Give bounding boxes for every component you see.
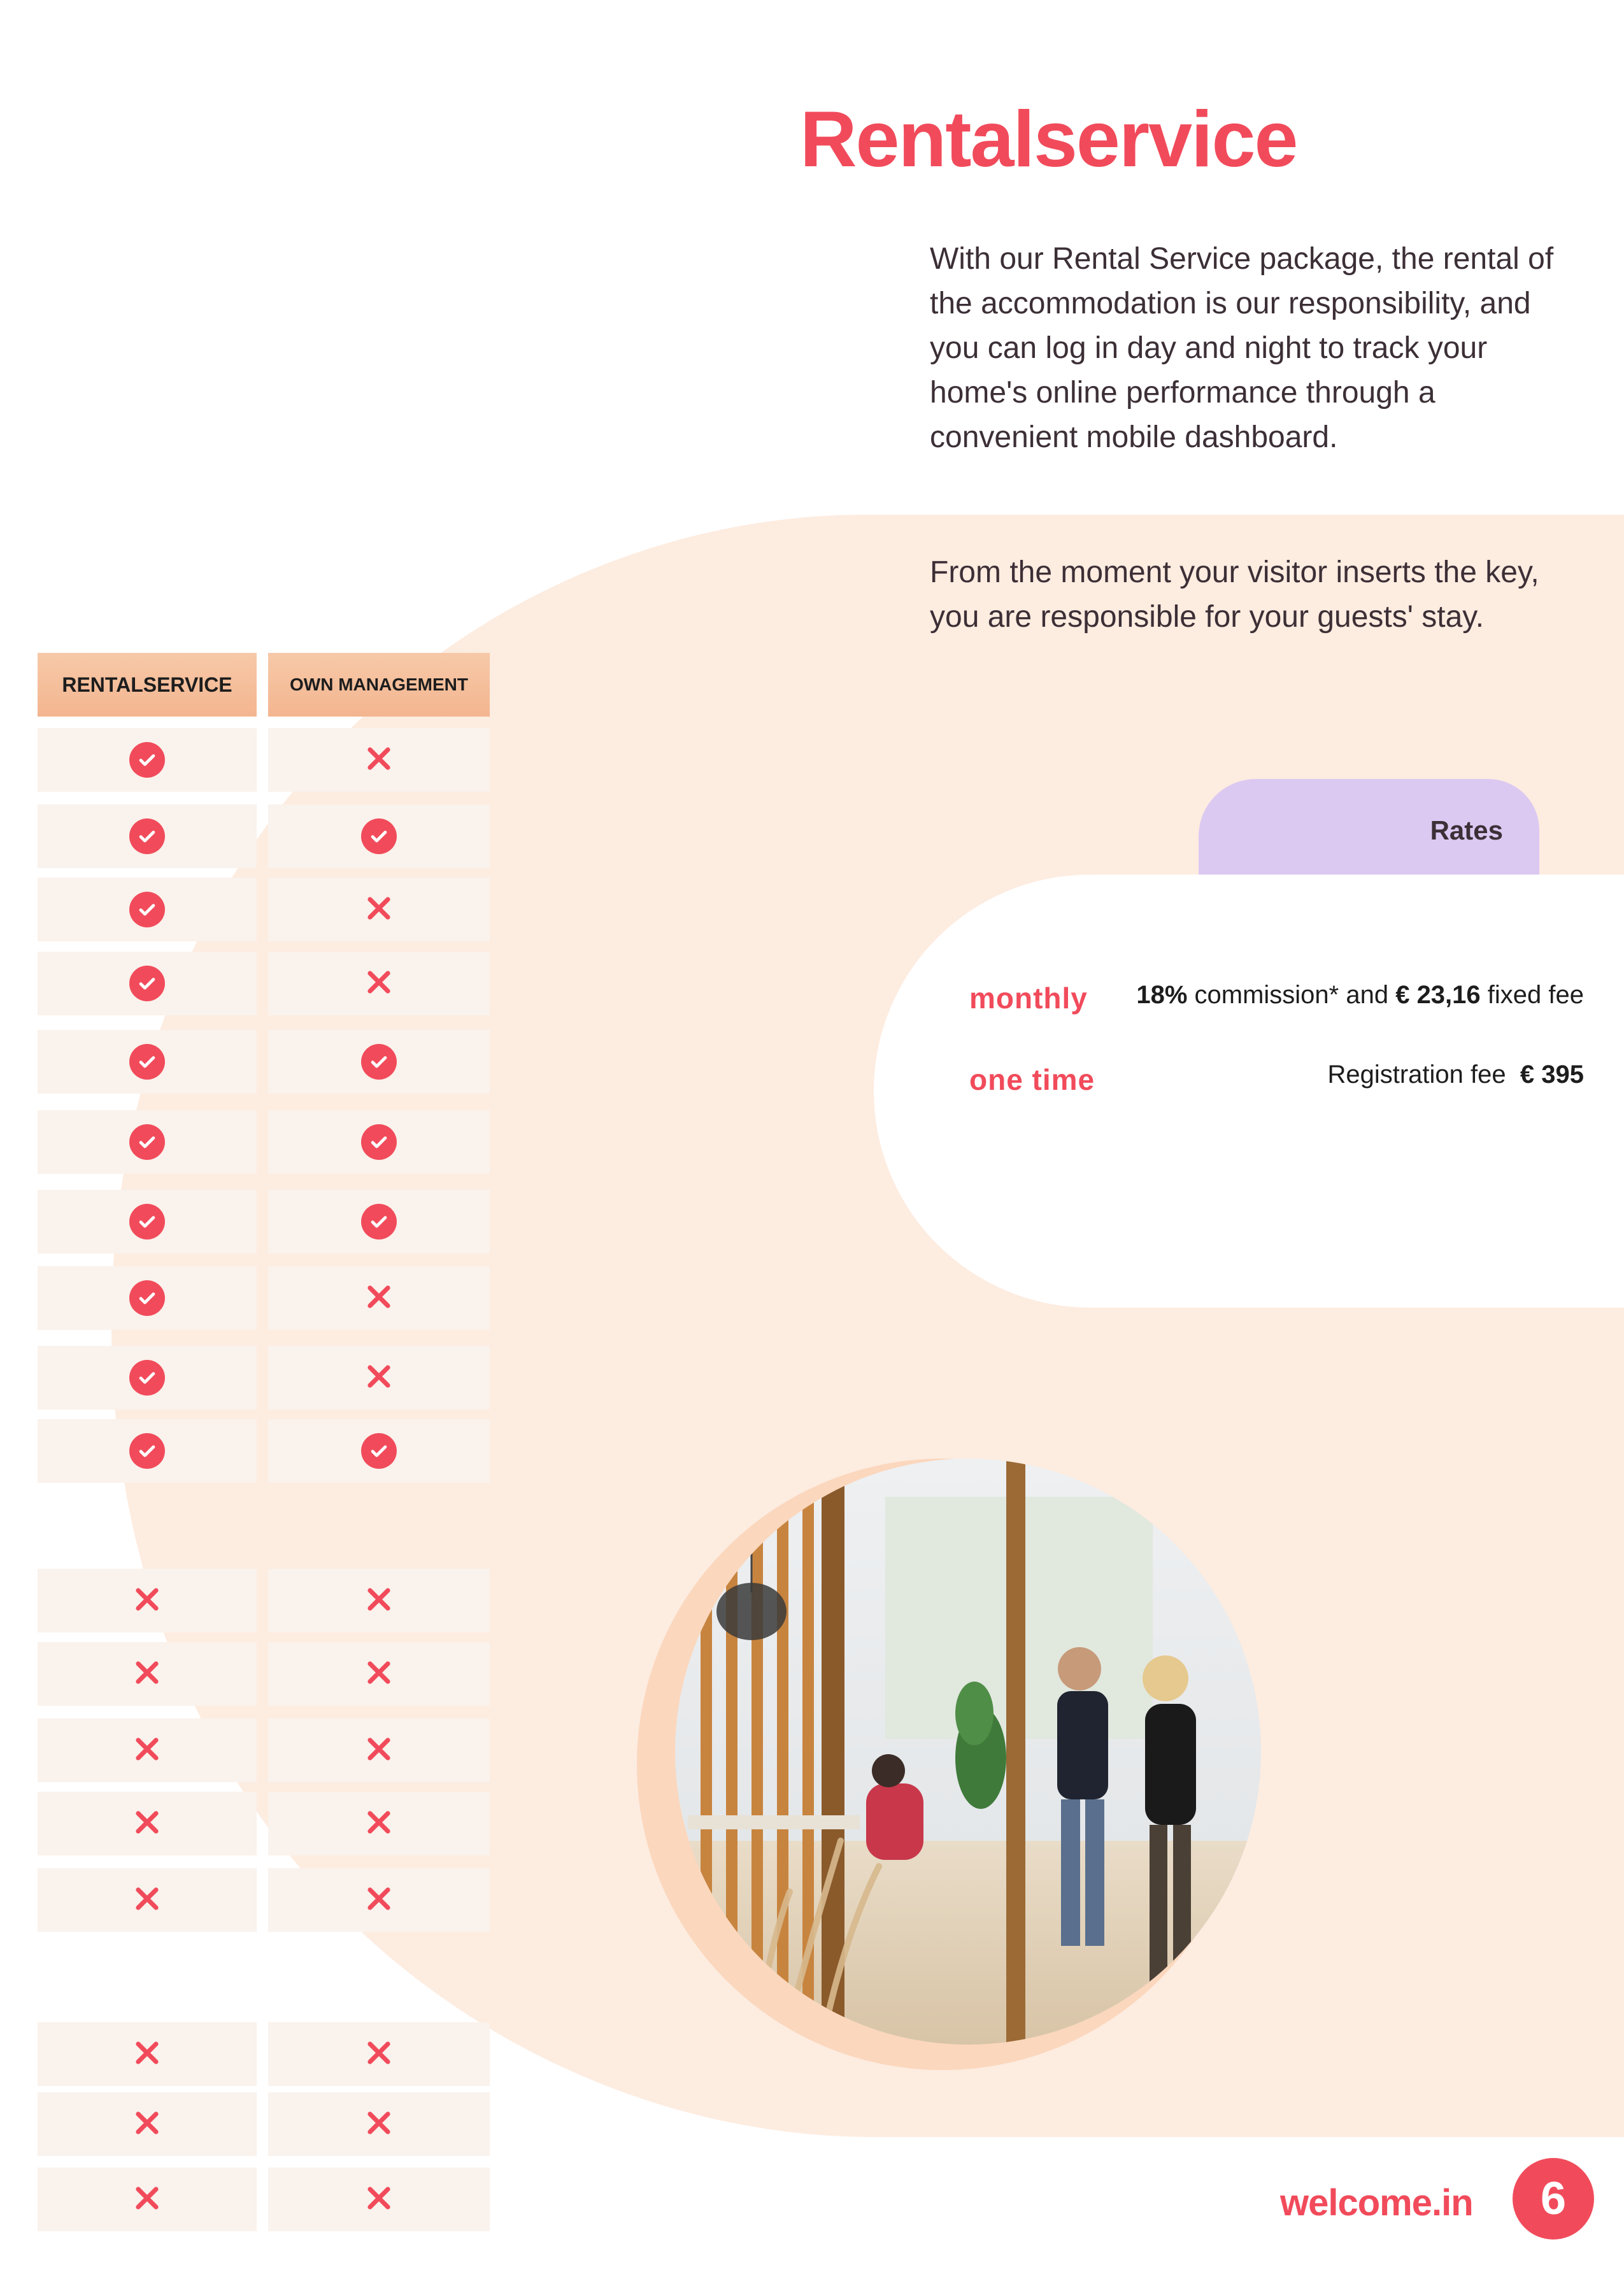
comparison-cell [268,1419,490,1483]
check-icon [361,818,397,854]
rate-one-time-value [1327,1061,1584,1089]
comparison-cell [38,804,257,868]
comparison-cell [268,1642,490,1706]
cross-icon [364,2108,394,2141]
rate-commission-text: commission* and [1187,981,1396,1009]
check-icon [129,892,165,927]
comparison-cell [38,952,257,1015]
cross-icon [364,1361,394,1395]
comparison-cell [268,1110,490,1174]
rate-fixed-fee: € 23,16 [1395,981,1481,1009]
cross-icon [132,1657,162,1691]
cross-icon [132,2108,162,2141]
rate-monthly-value [1136,981,1584,1010]
comparison-cell [38,1030,257,1094]
comparison-cell [268,728,490,792]
rate-registration-amount: € 395 [1520,1061,1584,1089]
rate-monthly-label: monthly [969,982,1088,1015]
comparison-cell [268,1346,490,1410]
cross-icon [132,1584,162,1618]
office-handshake-photo [675,1459,1261,2045]
page-number: 6 [1513,2158,1594,2240]
cross-icon [132,1883,162,1917]
cross-icon [132,1734,162,1768]
check-icon [129,1124,165,1160]
comparison-cell [38,1419,257,1483]
check-icon [129,1044,165,1080]
comparison-cell [38,1190,257,1254]
check-icon [361,1124,397,1160]
cross-icon [132,1807,162,1841]
comparison-cell [268,804,490,868]
cross-icon [364,1883,394,1917]
cross-icon [364,1807,394,1841]
cross-icon [364,1282,394,1315]
comparison-cell [268,1030,490,1094]
cross-icon [364,1657,394,1691]
check-icon [129,966,165,1001]
comparison-cell [38,1792,257,1855]
intro-paragraph-1: With our Rental Service package, the rental of the accommodation is our responsibility, and you can log in day and night to track your home's online performance through a convenient mobile dashboard. [930,242,1554,454]
comparison-cell [38,1569,257,1632]
comparison-cell [38,1346,257,1410]
comparison-cell [38,2168,257,2231]
column-header-own-management: OWN MANAGEMENT [268,653,490,717]
brand-logo: welcome.in [1280,2182,1473,2224]
check-icon [129,742,165,778]
comparison-cell [38,2022,257,2086]
comparison-cell [38,1718,257,1782]
check-icon [129,1280,165,1316]
comparison-cell [268,1718,490,1782]
check-icon [129,1433,165,1469]
cross-icon [132,2038,162,2071]
comparison-cell [268,1190,490,1254]
comparison-cell [268,952,490,1015]
rates-label: Rates [1430,815,1503,845]
comparison-cell [38,1868,257,1932]
check-icon [129,1204,165,1240]
rate-one-time-label: one time [969,1063,1095,1096]
comparison-cell [268,1792,490,1855]
comparison-cell [268,1868,490,1932]
comparison-cell [38,728,257,792]
comparison-cell [268,1266,490,1330]
cross-icon [132,2183,162,2217]
comparison-cell [268,2092,490,2156]
cross-icon [364,1734,394,1768]
rate-fixed-fee-text: fixed fee [1480,981,1584,1009]
comparison-cell [38,2092,257,2156]
cross-icon [364,743,394,777]
cross-icon [364,967,394,1001]
check-icon [361,1044,397,1080]
comparison-cell [38,1266,257,1330]
check-icon [129,818,165,854]
check-icon [361,1204,397,1240]
cross-icon [364,2183,394,2217]
intro-paragraph-2: From the moment your visitor inserts the key, you are responsible for your guests' stay. [930,555,1539,634]
page-title: Rentalservice [800,96,1297,183]
comparison-cell [268,1569,490,1632]
comparison-cell [38,878,257,941]
cross-icon [364,893,394,927]
comparison-cell [268,2168,490,2231]
comparison-cell [38,1642,257,1706]
comparison-cell [268,2022,490,2086]
comparison-cell [38,1110,257,1174]
check-icon [129,1360,165,1396]
rate-registration-text: Registration fee [1327,1061,1513,1089]
check-icon [361,1433,397,1469]
rate-commission: 18% [1136,981,1188,1009]
cross-icon [364,1584,394,1618]
cross-icon [364,2038,394,2071]
comparison-cell [268,878,490,941]
column-header-rentalservice: RENTALSERVICE [38,653,257,717]
